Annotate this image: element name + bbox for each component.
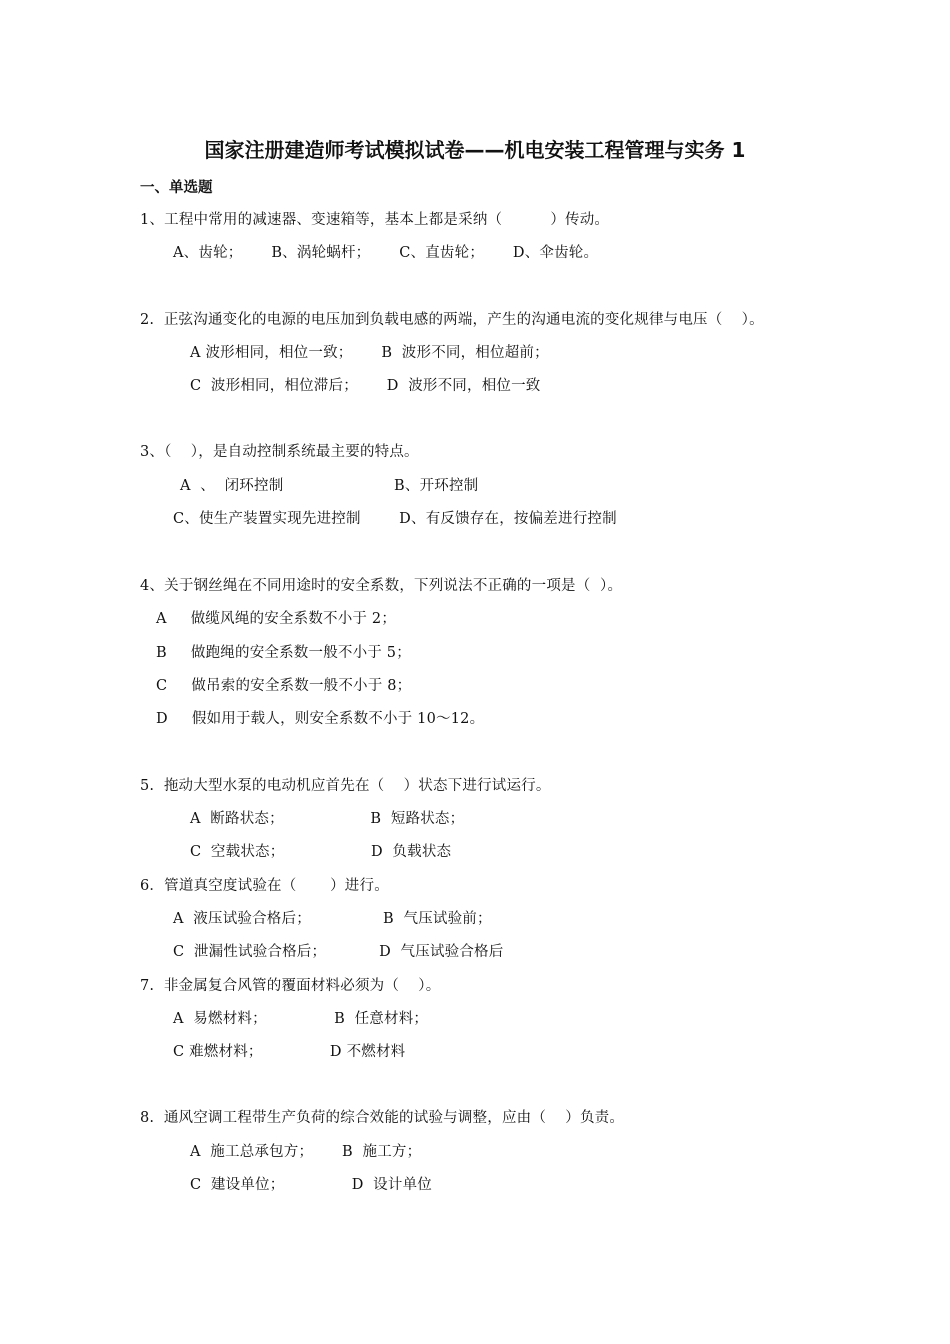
question-4-stem: 4、关于钢丝绳在不同用途时的安全系数，下列说法不正确的一项是（ ）。 <box>140 578 623 594</box>
question-4-option-b: B 做跑绳的安全系数一般不小于 5； <box>156 645 411 661</box>
question-6-options-row-2: C 泄漏性试验合格后； D 气压试验合格后 <box>173 944 504 960</box>
question-2-options-row-2: C 波形相同，相位滞后； D 波形不同，相位一致 <box>190 378 541 394</box>
question-2-options-row-1: A 波形相同，相位一致； B 波形不同，相位超前； <box>190 345 549 361</box>
section-heading: 一、单选题 <box>140 180 213 196</box>
question-4-option-a: A 做缆风绳的安全系数不小于 2； <box>156 611 397 627</box>
question-5-stem: 5. 拖动大型水泵的电动机应首先在（ ）状态下进行试运行。 <box>140 778 551 794</box>
question-7-options-row-1: A 易燃材料； B 任意材料； <box>173 1011 429 1027</box>
question-4-option-c: C 做吊索的安全系数一般不小于 8； <box>156 678 412 694</box>
question-1-stem: 1、工程中常用的减速器、变速箱等，基本上都是采纳（ ）传动。 <box>140 212 610 228</box>
question-5-options-row-1: A 断路状态； B 短路状态； <box>190 811 465 827</box>
question-2-stem: 2. 正弦沟通变化的电源的电压加到负载电感的两端，产生的沟通电流的变化规律与电压（ ）。 <box>140 312 764 328</box>
question-8-stem: 8. 通风空调工程带生产负荷的综合效能的试验与调整，应由（ ）负责。 <box>140 1110 625 1126</box>
question-5-options-row-2: C 空载状态； D 负载状态 <box>190 844 452 860</box>
question-8-options-row-2: C 建设单位； D 设计单位 <box>190 1177 432 1193</box>
question-3-options-row-1: A 、 闭环控制 B、开环控制 <box>180 478 479 494</box>
question-3-options-row-2: C、使生产装置实现先进控制 D、有反馈存在，按偏差进行控制 <box>173 511 617 527</box>
question-3-stem: 3、（ ），是自动控制系统最主要的特点。 <box>140 444 419 460</box>
question-7-options-row-2: C 难燃材料； D 不燃材料 <box>173 1044 406 1060</box>
question-8-options-row-1: A 施工总承包方； B 施工方； <box>190 1144 422 1160</box>
question-4-option-d: D 假如用于载人，则安全系数不小于 10～12。 <box>156 711 485 727</box>
question-7-stem: 7. 非金属复合风管的覆面材料必须为（ ）。 <box>140 978 441 994</box>
question-6-options-row-1: A 液压试验合格后； B 气压试验前； <box>173 911 492 927</box>
question-6-stem: 6．管道真空度试验在（ ）进行。 <box>140 878 389 894</box>
document-title: 国家注册建造师考试模拟试卷——机电安装工程管理与实务 1 <box>204 138 746 162</box>
question-1-options: A、齿轮； B、涡轮蜗杆； C、直齿轮； D、伞齿轮。 <box>173 245 599 261</box>
